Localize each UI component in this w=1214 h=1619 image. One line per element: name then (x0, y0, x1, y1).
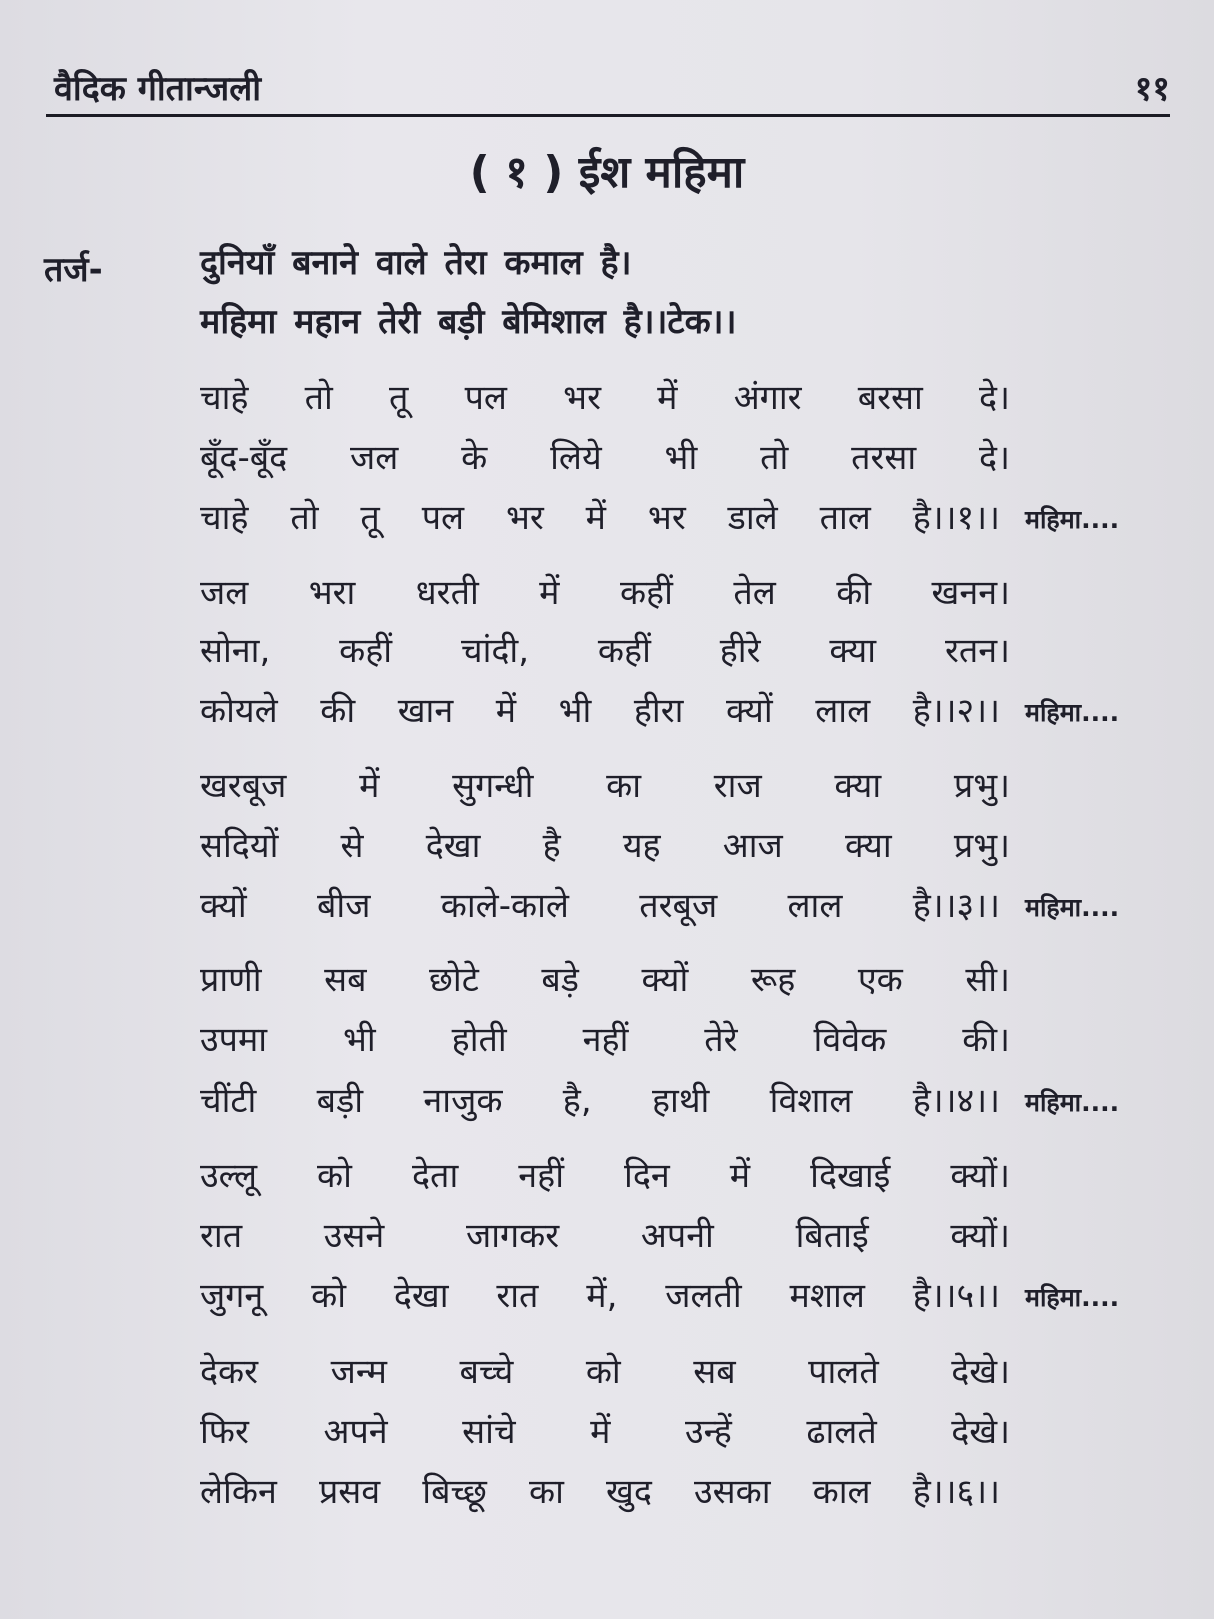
refrain-cue: महिमा.... (1025, 893, 1120, 922)
stanza-line: जल भरा धरती में कहीं तेल की खनन। (200, 573, 1010, 613)
page-number: ११ (1134, 69, 1170, 109)
stanza-line: बूँद-बूँद जल के लिये भी तो तरसा दे। (200, 438, 1010, 478)
stanza-line: लेकिन प्रसव बिच्छू का खुद उसका काल है।।६।। (200, 1472, 1000, 1512)
stanza-line: सोना, कहीं चांदी, कहीं हीरे क्या रतन। (200, 631, 1010, 671)
song-title: ( १ ) ईश महिमा (469, 147, 745, 198)
stanza-line: चाहे तो तू पल भर में अंगार बरसा दे। (200, 378, 1010, 418)
refrain-cue: महिमा.... (1025, 698, 1120, 727)
stanza-line: सदियों से देखा है यह आज क्या प्रभु। (200, 826, 1010, 866)
tune-label: तर्ज- (44, 250, 103, 290)
running-header (46, 60, 1170, 109)
tune-line: महिमा महान तेरी बड़ी बेमिशाल है।।टेक।। (200, 302, 737, 342)
stanza-line: प्राणी सब छोटे बड़े क्यों रूह एक सी। (200, 960, 1010, 1000)
stanza-line: क्यों बीज काले-काले तरबूज लाल है।।३।। (200, 886, 1000, 926)
header-rule (46, 114, 1170, 117)
stanza-line: चाहे तो तू पल भर में भर डाले ताल है।।१।। (200, 498, 1000, 538)
stanza-line: जुगनू को देखा रात में, जलती मशाल है।।५।। (200, 1276, 1000, 1316)
stanza-line: खरबूज में सुगन्धी का राज क्या प्रभु। (200, 766, 1010, 806)
stanza-line: फिर अपने सांचे में उन्हें ढालते देखे। (200, 1412, 1010, 1452)
stanza-line: उपमा भी होती नहीं तेरे विवेक की। (200, 1020, 1010, 1060)
refrain-cue: महिमा.... (1025, 1088, 1120, 1117)
book-title: वैदिक गीतान्जली (54, 69, 262, 109)
stanza-line: देकर जन्म बच्चे को सब पालते देखे। (200, 1352, 1010, 1392)
tune-line: दुनियाँ बनाने वाले तेरा कमाल है। (200, 243, 632, 283)
stanza-line: कोयले की खान में भी हीरा क्यों लाल है।।२।। (200, 691, 1000, 731)
refrain-cue: महिमा.... (1025, 1283, 1120, 1312)
refrain-cue: महिमा.... (1025, 505, 1120, 534)
stanza-line: रात उसने जागकर अपनी बिताई क्यों। (200, 1216, 1010, 1256)
stanza-line: चींटी बड़ी नाजुक है, हाथी विशाल है।।४।। (200, 1081, 1000, 1121)
stanza-line: उल्लू को देता नहीं दिन में दिखाई क्यों। (200, 1156, 1010, 1196)
